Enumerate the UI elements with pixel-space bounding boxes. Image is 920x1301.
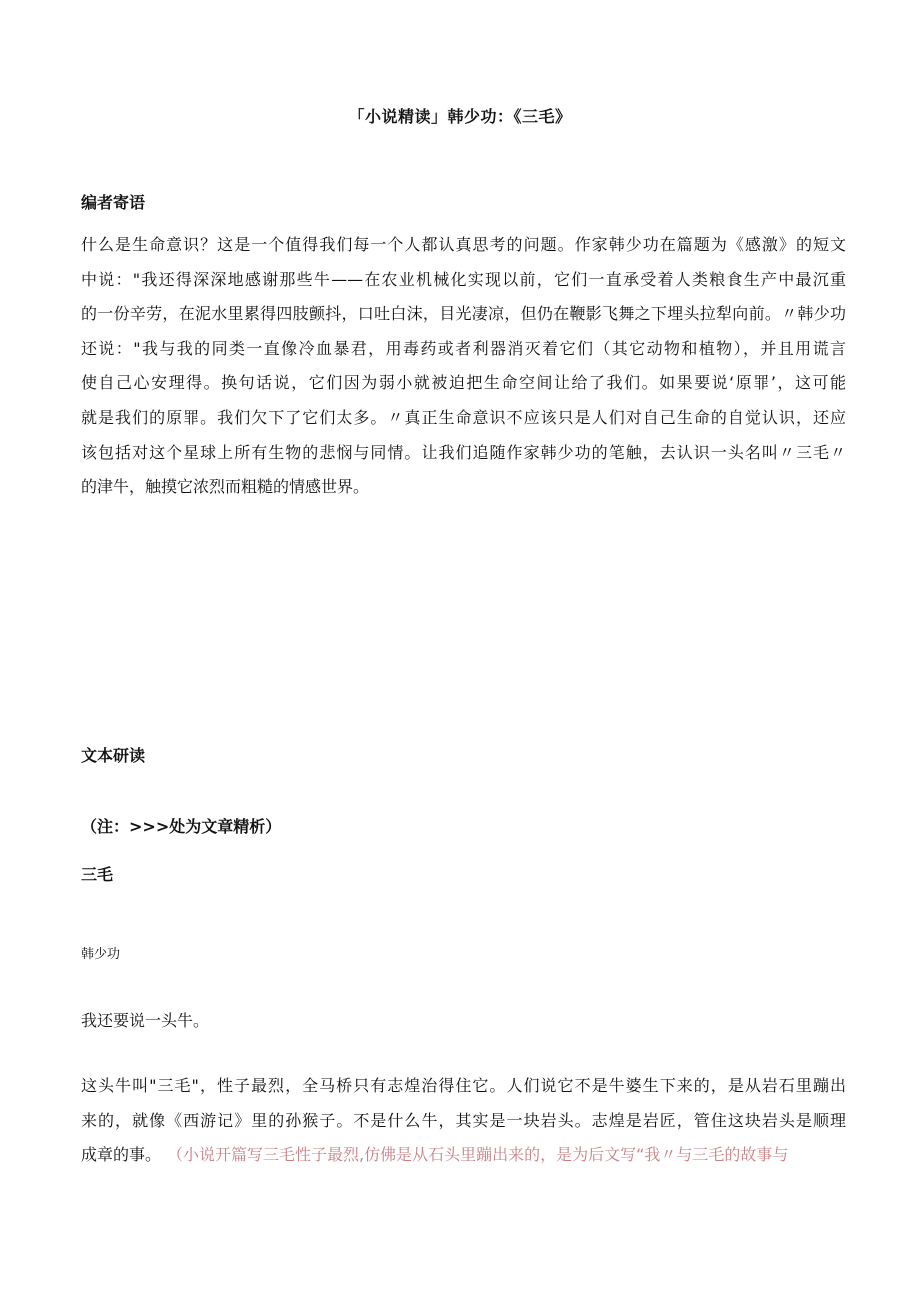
story-paragraph	[81, 1069, 846, 1173]
story-author: 韩少功	[81, 947, 121, 962]
editor-note-paragraph	[81, 228, 846, 505]
editor-note-line: 该包括对这个星球上所有生物的悲悯与同情。让我们追随作家韩少功的笔触，去认识一头名叫〃三毛〃	[81, 442, 846, 462]
page-title: 「小说精读」韩少功：《三毛》	[348, 107, 572, 126]
text-study-heading: 文本研读	[81, 746, 146, 765]
editor-note-line: 的一份辛劳，在泥水里累得四肢颤抖，口吐白沫，目光凄凉，但仍在鞭影飞舞之下埋头拉犁向前。〃韩少功	[81, 304, 846, 324]
editor-note-heading: 编者寄语	[81, 193, 146, 212]
story-title: 三毛	[81, 865, 114, 884]
editor-note-line: 什么是生命意识？这是一个值得我们每一个人都认真思考的问题。作家韩少功在篇题为《感激》的短文	[81, 235, 846, 254]
story-paragraph-line: 这头牛叫"三毛"，性子最烈，全马桥只有志煌治得住它。人们说它不是牛婆生下来的，是从岩石里蹦出	[81, 1076, 846, 1095]
story-paragraph-line: 来的，就像《西游记》里的孙猴子。不是什么牛，其实是一块岩头。志煌是岩匠，管住这块岩头是顺理	[81, 1110, 846, 1130]
editor-note-line: 就是我们的原罪。我们欠下了它们太多。〃真正生命意识不应该只是人们对自己生命的自觉认识，还应	[81, 407, 846, 427]
story-paragraph-last-line	[81, 1138, 846, 1173]
story-opening-line: 我还要说一头牛。	[81, 1011, 210, 1030]
annotation-hint: （注：>>>处为文章精析）	[81, 817, 282, 836]
story-paragraph-text: 成章的事。	[81, 1145, 162, 1165]
editor-note-line: 中说："我还得深深地感谢那些牛——在农业机械化实现以前，它们一直承受着人类粮食生产中最沉重	[81, 269, 846, 289]
editor-note-line: 还说："我与我的同类一直像冷血暴君，用毒药或者利器消灭着它们（其它动物和植物），并且用谎言	[81, 338, 846, 358]
analysis-note: （小说开篇写三毛性子最烈,仿佛是从石头里蹦出来的，是为后文写“我〃与三毛的故事与	[175, 1145, 789, 1165]
editor-note-line: 的津牛，触摸它浓烈而粗糙的情感世界。	[81, 477, 370, 497]
editor-note-line: 使自己心安理得。换句话说，它们因为弱小就被迫把生命空间让给了我们。如果要说‘原罪’，这可能	[81, 373, 846, 393]
